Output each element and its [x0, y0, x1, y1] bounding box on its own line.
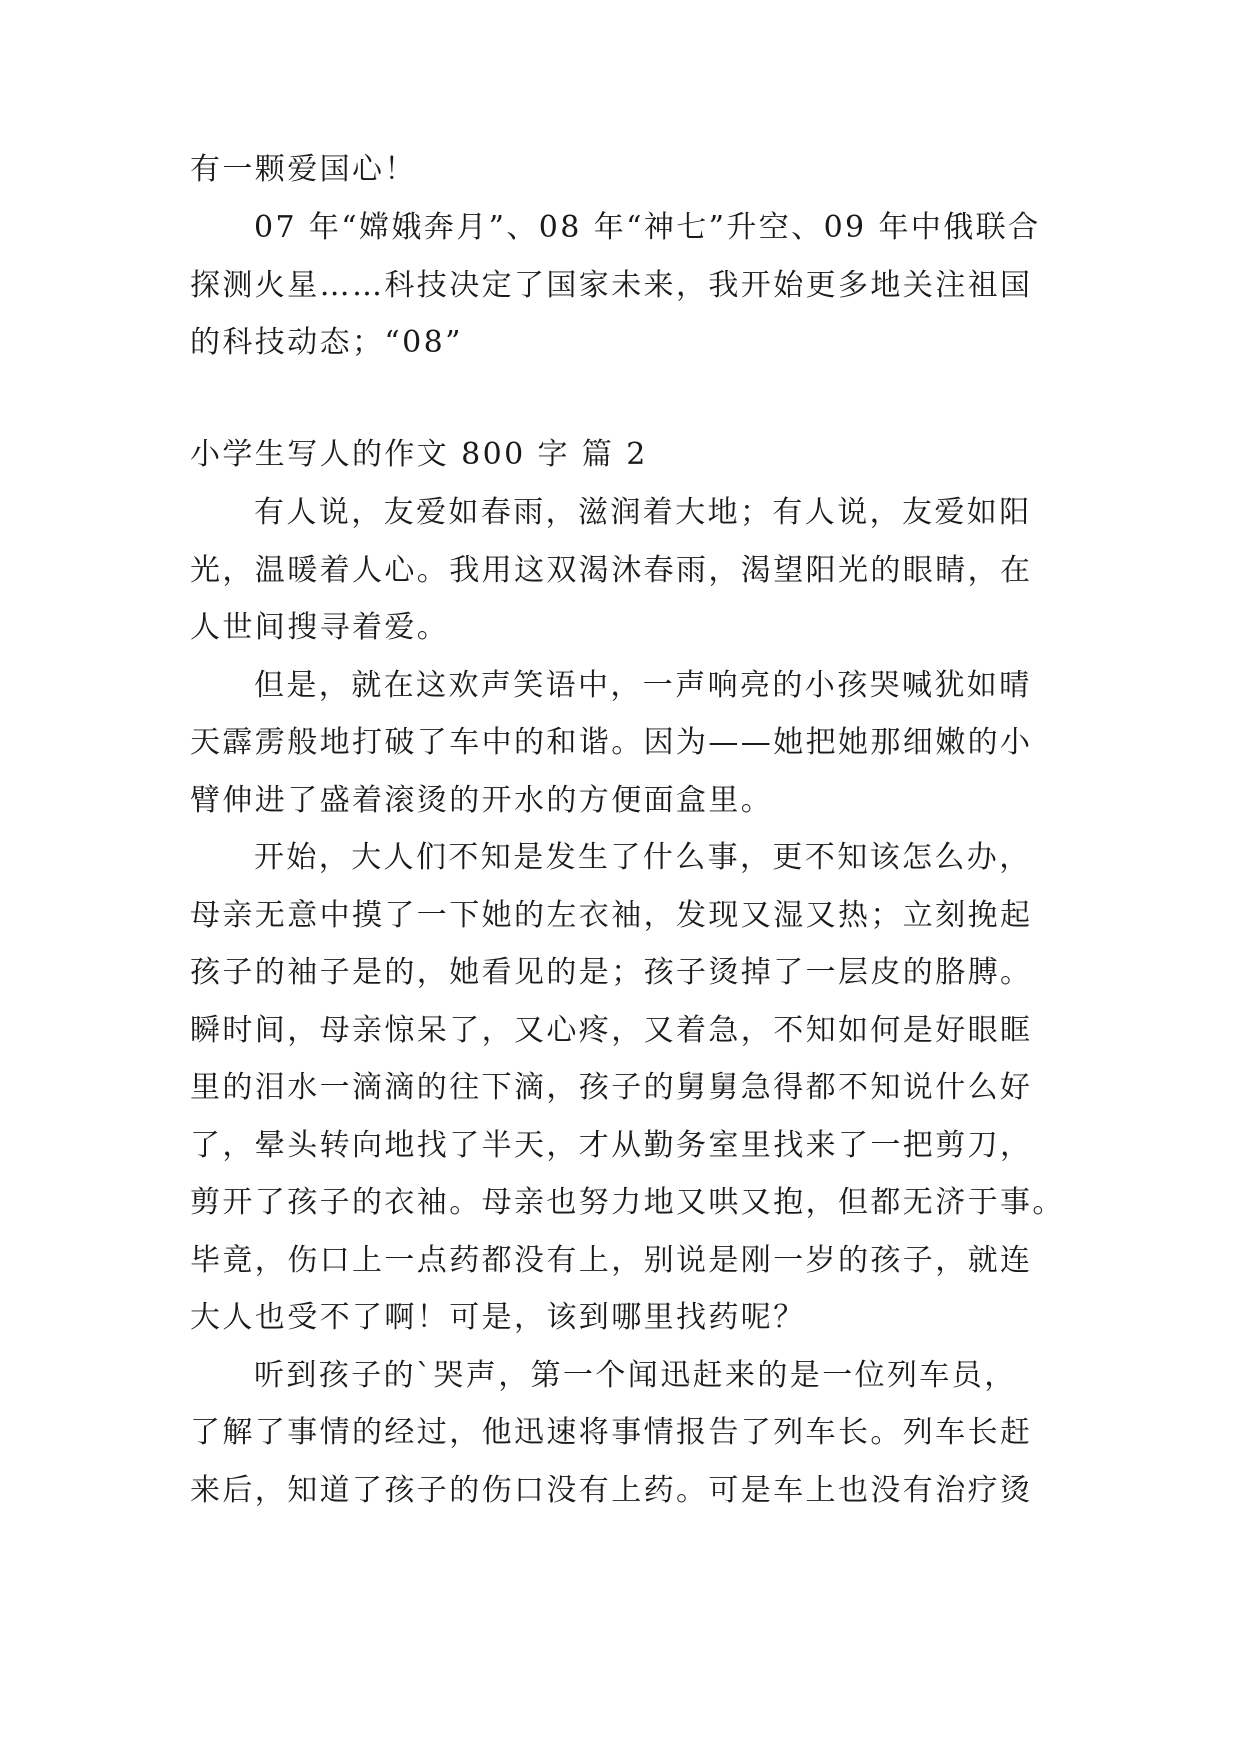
text-line: 臂伸进了盛着滚烫的开水的方便面盒里。 — [190, 783, 774, 818]
paragraph-first-line: 听到孩子的`哭声，第一个闻迅赶来的是一位列车员， — [254, 1358, 1017, 1393]
text-line: 孩子的袖子是的，她看见的是；孩子烫掉了一层皮的胳膊。 — [190, 955, 1033, 990]
paragraph-first-line: 开始，大人们不知是发生了什么事，更不知该怎么办， — [254, 840, 1032, 875]
text-line: 天霹雳般地打破了车中的和谐。因为——她把她那细嫩的小 — [190, 725, 1033, 760]
text-line: 了解了事情的经过，他迅速将事情报告了列车长。列车长赶 — [190, 1415, 1033, 1450]
paragraph-first-line: 有人说，友爱如春雨，滋润着大地；有人说，友爱如阳 — [254, 495, 1032, 530]
text-line: 人世间搜寻着爱。 — [190, 610, 450, 645]
text-line: 光，温暖着人心。我用这双渴沐春雨，渴望阳光的眼睛，在 — [190, 553, 1033, 588]
text-line: 大人也受不了啊！可是，该到哪里找药呢？ — [190, 1300, 806, 1335]
paragraph-first-line: 07 年“嫦娥奔月”、08 年“神七”升空、09 年中俄联合 — [254, 210, 1041, 245]
text-line: 毕竟，伤口上一点药都没有上，别说是刚一岁的孩子，就连 — [190, 1243, 1033, 1278]
text-line: 剪开了孩子的衣袖。母亲也努力地又哄又抱，但都无济于事。 — [190, 1185, 1065, 1220]
text-line: 有一颗爱国心！ — [190, 152, 417, 187]
text-line: 了，晕头转向地找了半天，才从勤务室里找来了一把剪刀， — [190, 1128, 1033, 1163]
section-heading: 小学生写人的作文 800 字 篇 2 — [190, 437, 648, 472]
paragraph-first-line: 但是，就在这欢声笑语中，一声响亮的小孩哭喊犹如晴 — [254, 668, 1032, 703]
text-line: 瞬时间，母亲惊呆了，又心疼，又着急，不知如何是好眼眶 — [190, 1013, 1033, 1048]
text-line: 的科技动态；“08” — [190, 325, 463, 360]
text-line: 来后，知道了孩子的伤口没有上药。可是车上也没有治疗烫 — [190, 1473, 1033, 1508]
text-line: 探测火星……科技决定了国家未来，我开始更多地关注祖国 — [190, 268, 1033, 303]
text-line: 里的泪水一滴滴的往下滴，孩子的舅舅急得都不知说什么好 — [190, 1070, 1033, 1105]
text-line: 母亲无意中摸了一下她的左衣袖，发现又湿又热；立刻挽起 — [190, 898, 1033, 933]
